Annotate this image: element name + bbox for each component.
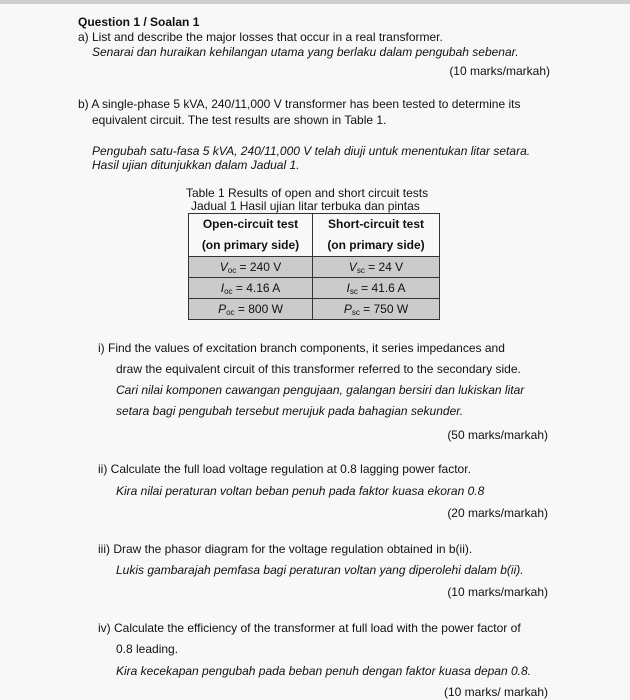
question-title: Question 1 / Soalan 1 <box>78 15 200 29</box>
part-b-english-line2: equivalent circuit. The test results are shown in Table 1. <box>92 113 387 127</box>
part-b-english-line1: b) A single-phase 5 kVA, 240/11,000 V transformer has been tested to determine its <box>78 97 521 111</box>
subpart-i-english-line1: i) Find the values of excitation branch components, it series impedances and <box>98 341 505 355</box>
power-open-circuit: $P_{oc} = 800$ W <box>189 299 313 320</box>
subpart-i-marks: (50 marks/markah) <box>447 428 548 442</box>
subpart-i-malay-line1: Cari nilai komponen cawangan pengujaan, galangan bersiri dan lukiskan litar <box>116 383 525 397</box>
open-circuit-subheader: (on primary side) <box>189 234 313 257</box>
subpart-iii-malay: Lukis gambarajah pemfasa bagi peraturan voltan yang diperolehi dalam b(ii). <box>116 563 524 577</box>
table-header-row <box>189 214 440 235</box>
part-a-english: a) List and describe the major losses that occur in a real transformer. <box>78 30 443 44</box>
voltage-open-circuit: $V_{oc} = 240$ V <box>189 257 313 278</box>
part-b-malay-line2: Hasil ujian ditunjukkan dalam Jadual 1. <box>92 158 300 172</box>
part-a-malay: Senarai dan huraikan kehilangan utama yang berlaku dalam pengubah sebenar. <box>92 45 519 59</box>
part-a-marks: (10 marks/markah) <box>449 64 550 78</box>
subpart-ii-marks: (20 marks/markah) <box>447 506 548 520</box>
subpart-i-english-line2: draw the equivalent circuit of this transformer referred to the secondary side. <box>116 362 521 376</box>
subpart-ii-english: ii) Calculate the full load voltage regulation at 0.8 lagging power factor. <box>98 462 471 476</box>
table-caption-english: Table 1 Results of open and short circuit tests <box>186 186 429 200</box>
subpart-iii-marks: (10 marks/markah) <box>447 585 548 599</box>
short-circuit-header: Short-circuit test <box>313 214 440 235</box>
subpart-iv-english-line2: 0.8 leading. <box>116 642 179 656</box>
current-short-circuit: $I_{sc} = 41.6$ A <box>313 278 440 299</box>
open-circuit-header: Open-circuit test <box>189 214 313 235</box>
subpart-iii-english: iii) Draw the phasor diagram for the voltage regulation obtained in b(ii). <box>98 542 473 556</box>
voltage-short-circuit: $V_{sc} = 24$ V <box>313 257 440 278</box>
table-row <box>189 299 440 320</box>
top-edge-divider <box>0 0 630 4</box>
short-circuit-subheader: (on primary side) <box>313 234 440 257</box>
subpart-iv-english-line1: iv) Calculate the efficiency of the transformer at full load with the power factor of <box>98 621 521 635</box>
subpart-iv-malay: Kira kecekapan pengubah pada beban penuh dengan faktor kuasa depan 0.8. <box>116 664 532 678</box>
subpart-i-malay-line2: setara bagi pengubah tersebut merujuk pada bahagian sekunder. <box>116 404 464 418</box>
table-row <box>189 257 440 278</box>
table-header-row-2 <box>189 234 440 257</box>
table-row <box>189 278 440 299</box>
subpart-ii-malay: Kira nilai peraturan voltan beban penuh pada faktor kuasa ekoran 0.8 <box>116 484 485 498</box>
test-results-table <box>188 213 440 320</box>
power-short-circuit: $P_{sc} = 750$ W <box>313 299 440 320</box>
part-b-malay-line1: Pengubah satu-fasa 5 kVA, 240/11,000 V telah diuji untuk menentukan litar setara. <box>92 144 531 158</box>
subpart-iv-marks: (10 marks/ markah) <box>443 685 548 699</box>
table-caption-malay: Jadual 1 Hasil ujian litar terbuka dan pintas <box>191 199 420 213</box>
current-open-circuit: $I_{oc} = 4.16$ A <box>189 278 313 299</box>
